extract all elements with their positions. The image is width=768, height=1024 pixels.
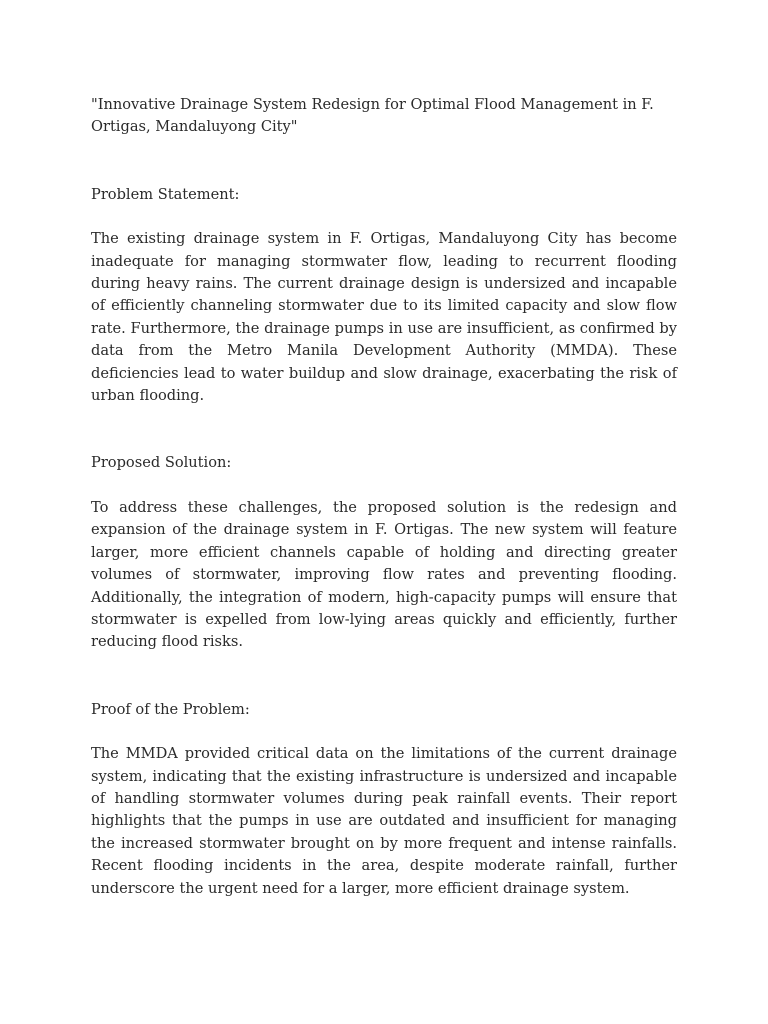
section-heading-proposed-solution: Proposed Solution: [91,454,232,472]
section-heading-proof-of-problem: Proof of the Problem: [91,700,250,718]
document-page [91,94,677,900]
section-body-proof-of-problem: The MMDA provided critical data on the limitations of the current drainage system, indicating that the existing infrastructure is undersized and incapable of handling stormwater volumes during peak rainfall events. Their report highlights that the pumps in use are outdated and insufficient for managing the increased stormwater brought on by more frequent and intense rainfalls. Recent flooding incidents in the area, despite moderate rainfall, further underscore the urgent need for a larger, more efficient drainage system. [91,745,677,897]
section-body-proposed-solution: To address these challenges, the proposed solution is the redesign and expansion of the drainage system in F. Ortigas. The new system will feature larger, more efficient channels capable of holding and directing greater volumes of stormwater, improving flow rates and preventing flooding. Additionally, the integration of modern, high-capacity pumps will ensure that stormwater is expelled from low-lying areas quickly and efficiently, further reducing flood risks. [91,498,677,651]
section-heading-problem-statement: Problem Statement: [91,185,240,203]
section-body-problem-statement: The existing drainage system in F. Ortigas, Mandaluyong City has become inadequate for managing stormwater flow, leading to recurrent flooding during heavy rains. The current drainage design is undersized and incapable of efficiently channeling stormwater due to its limited capacity and slow flow rate. Furthermore, the drainage pumps in use are insufficient, as confirmed by data from the Metro Manila Development Authority (MMDA). These deficiencies lead to water buildup and slow drainage, exacerbating the risk of urban flooding. [91,230,677,405]
document-title: "Innovative Drainage System Redesign for Optimal Flood Management in F. Ortigas, Mandaluyong City" [91,96,654,136]
